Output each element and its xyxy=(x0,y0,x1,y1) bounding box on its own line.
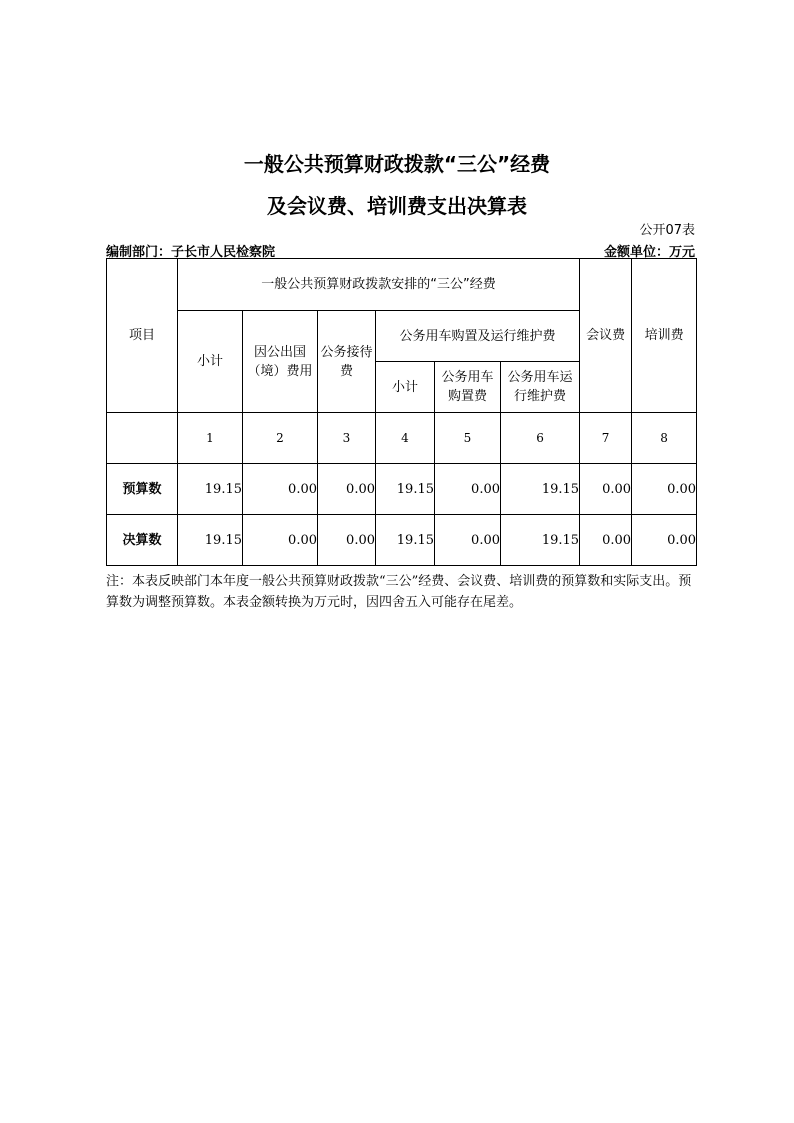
table-row xyxy=(107,515,697,566)
value-cell: 19.15 xyxy=(178,464,243,515)
value-cell: 0.00 xyxy=(435,515,501,566)
header-vehicle-operation-line2: 行维护费 xyxy=(514,389,567,404)
value-cell: 0.00 xyxy=(580,515,632,566)
value-cell: 0.00 xyxy=(632,515,697,566)
footnote: 注：本表反映部门本年度一般公共预算财政拨款“三公”经费、会议费、培训费的预算数和实际支出。预算数为调整预算数。本表金额转换为万元时，因四舍五入可能存在尾差。 xyxy=(106,574,692,610)
value-cell: 0.00 xyxy=(435,464,501,515)
page-subtitle: 及会议费、培训费支出决算表 xyxy=(267,194,527,218)
department-label: 编制部门：子长市人民检察院 xyxy=(106,245,276,260)
value-cell: 19.15 xyxy=(376,464,435,515)
header-vehicle-purchase-line1: 公务用车 xyxy=(441,370,494,385)
header-vehicle-group: 公务用车购置及运行维护费 xyxy=(376,311,580,362)
header-vehicle-subtotal: 小计 xyxy=(376,362,435,413)
header-reception-line2: 费 xyxy=(339,363,353,379)
header-abroad-line1: 因公出国 xyxy=(253,344,306,360)
table-row xyxy=(107,464,697,515)
page-title: 一般公共预算财政拨款“三公”经费 xyxy=(243,152,551,176)
row-label-budget: 预算数 xyxy=(107,464,178,515)
value-cell: 19.15 xyxy=(178,515,243,566)
form-number: 公开07表 xyxy=(639,223,695,238)
header-reception-line1: 公务接待 xyxy=(320,344,373,360)
header-meeting: 会议费 xyxy=(580,259,632,413)
header-item: 项目 xyxy=(107,259,178,413)
value-cell: 0.00 xyxy=(632,464,697,515)
header-abroad-line2: （境）费用 xyxy=(247,363,313,379)
value-cell: 0.00 xyxy=(318,515,376,566)
index-cell: 7 xyxy=(580,413,632,464)
value-cell: 19.15 xyxy=(376,515,435,566)
index-cell: 5 xyxy=(435,413,501,464)
header-vehicle-operation xyxy=(501,362,580,413)
header-reception xyxy=(318,311,376,413)
value-cell: 19.15 xyxy=(501,515,580,566)
row-label-final: 决算数 xyxy=(107,515,178,566)
index-cell-empty xyxy=(107,413,178,464)
header-vehicle-purchase xyxy=(435,362,501,413)
value-cell: 0.00 xyxy=(318,464,376,515)
expense-table xyxy=(106,258,697,566)
header-abroad xyxy=(243,311,318,413)
index-row xyxy=(107,413,697,464)
index-cell: 3 xyxy=(318,413,376,464)
index-cell: 1 xyxy=(178,413,243,464)
header-sangong-group: 一般公共预算财政拨款安排的“三公”经费 xyxy=(178,259,580,311)
unit-label: 金额单位：万元 xyxy=(603,245,695,260)
header-subtotal: 小计 xyxy=(178,311,243,413)
index-cell: 6 xyxy=(501,413,580,464)
value-cell: 0.00 xyxy=(580,464,632,515)
index-cell: 8 xyxy=(632,413,697,464)
index-cell: 4 xyxy=(376,413,435,464)
value-cell: 0.00 xyxy=(243,515,318,566)
header-vehicle-operation-line1: 公务用车运 xyxy=(507,370,573,385)
index-cell: 2 xyxy=(243,413,318,464)
value-cell: 19.15 xyxy=(501,464,580,515)
header-training: 培训费 xyxy=(632,259,697,413)
value-cell: 0.00 xyxy=(243,464,318,515)
header-vehicle-purchase-line2: 购置费 xyxy=(447,389,487,404)
